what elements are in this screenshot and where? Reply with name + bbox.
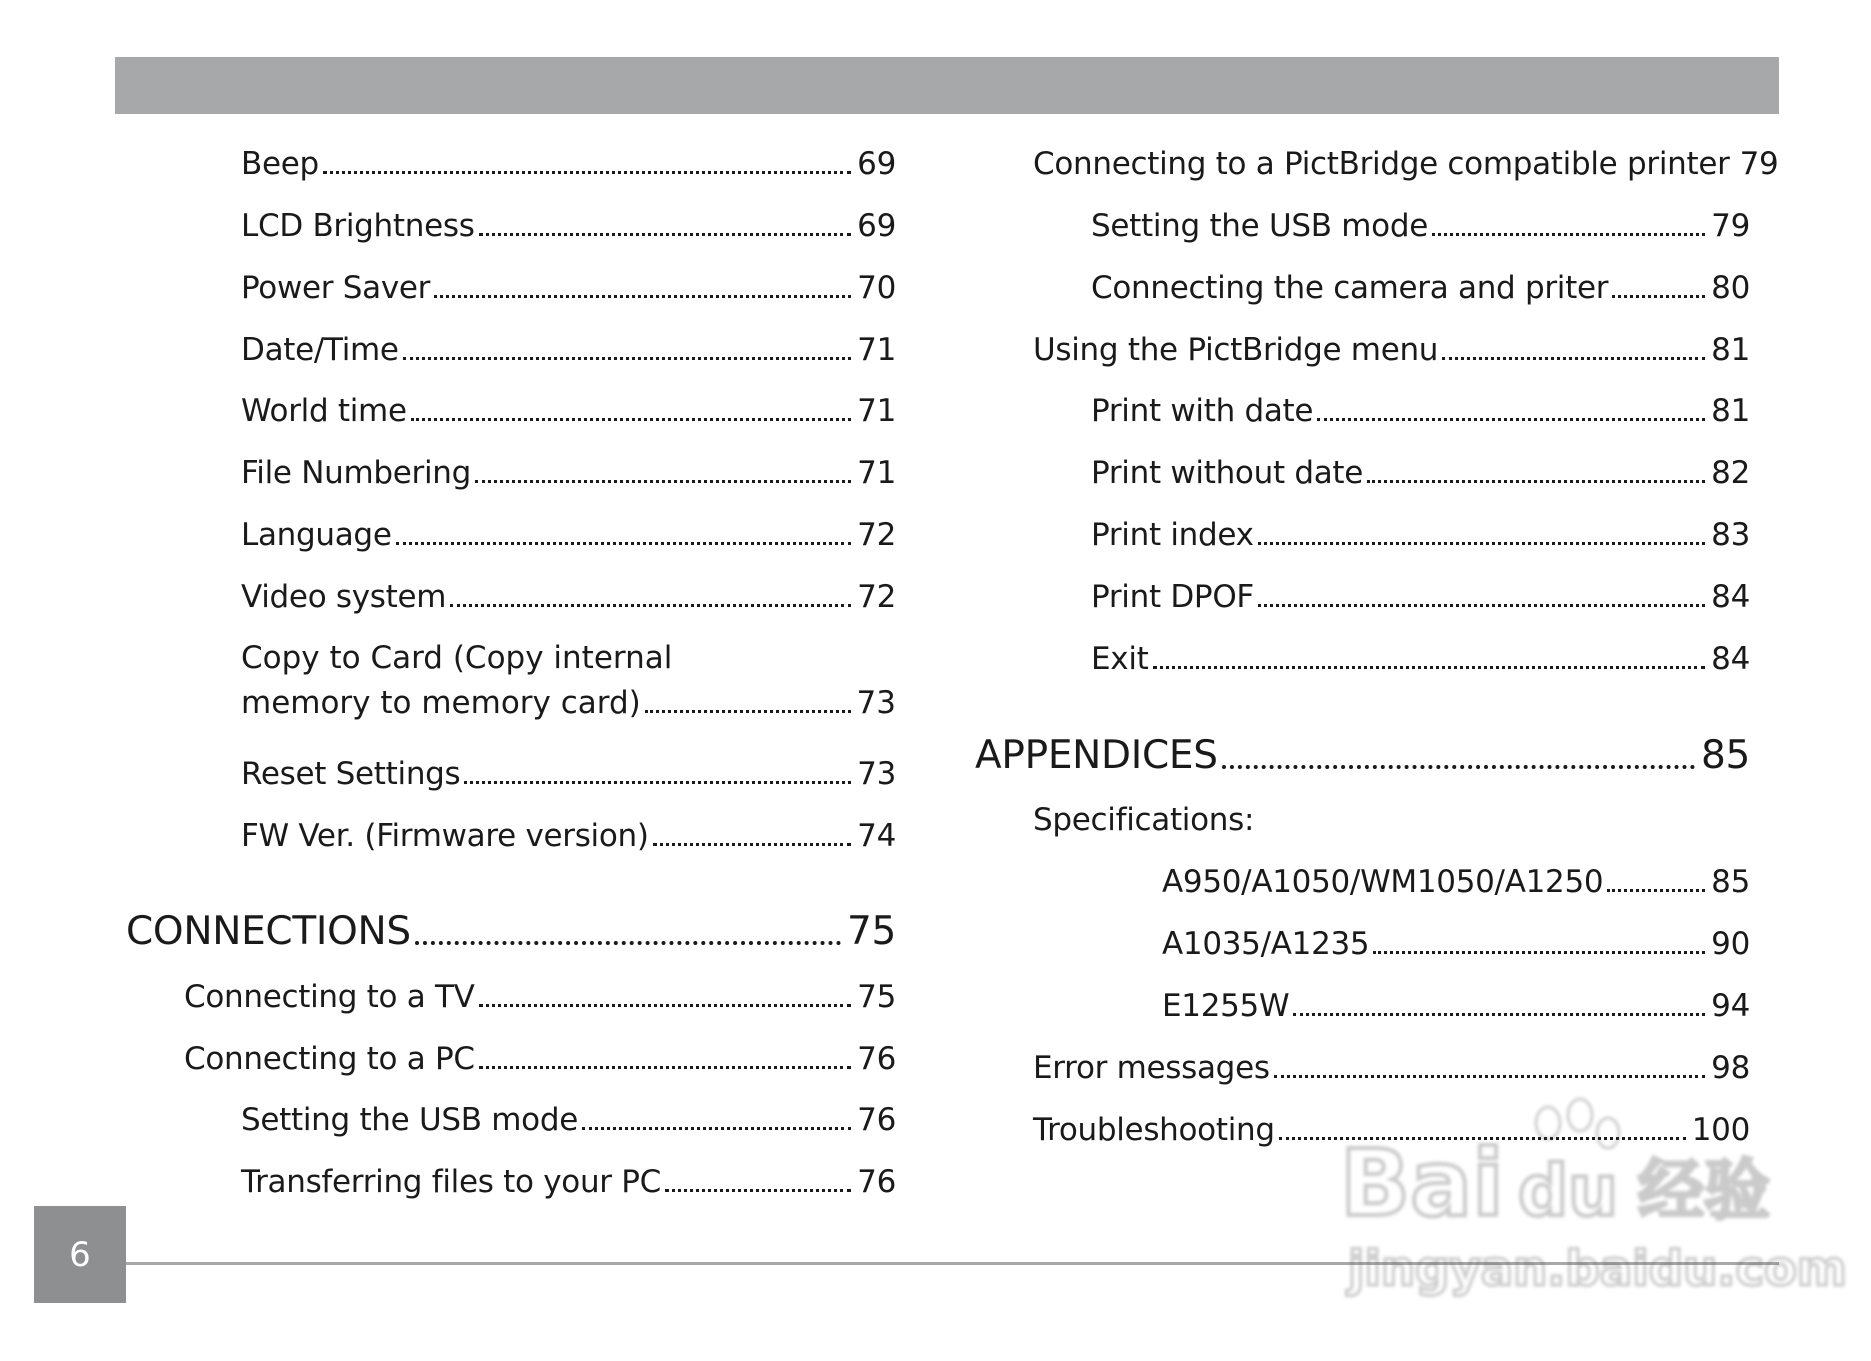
toc-entry-label: Connecting the camera and priter [1091,270,1609,306]
leader-dots [1279,1137,1686,1140]
leader-dots [1258,604,1705,607]
toc-entry-beep[interactable] [241,146,896,182]
toc-entry-page: 69 [857,208,896,244]
toc-entry-label: A1035/A1235 [1162,926,1370,962]
toc-entry-label: Connecting to a PictBridge compatible printer [1033,146,1730,182]
toc-entry-page: 90 [1711,926,1750,962]
toc-entry-label: Power Saver [241,270,431,306]
watermark-brand: Bai [1340,1130,1504,1237]
toc-entry-label: Error messages [1033,1050,1270,1086]
leader-dots [1607,889,1705,892]
toc-entry-label: Reset Settings [241,756,461,792]
toc-entry-page: 94 [1711,988,1750,1024]
leader-dots [653,843,851,846]
toc-entry-page: 76 [857,1041,896,1077]
toc-entry-date-time[interactable] [241,332,896,368]
toc-entry-lcd-brightness[interactable] [241,208,896,244]
toc-entry-page: 81 [1711,332,1750,368]
toc-entry-spec-a1035[interactable] [1162,926,1750,962]
toc-entry-setting-usb-mode-2[interactable] [1091,208,1750,244]
toc-entry-file-numbering[interactable] [241,455,896,491]
toc-entry-video-system[interactable] [241,579,896,615]
toc-entry-page: 69 [857,146,896,182]
page-number-tab [34,1206,126,1303]
toc-entry-print-with-date[interactable] [1091,393,1750,429]
toc-entry-print-index[interactable] [1091,517,1750,553]
toc-entry-transferring-files[interactable] [241,1164,896,1200]
toc-entry-page: 80 [1711,270,1750,306]
toc-entry-page: 81 [1711,393,1750,429]
leader-dots [1293,1013,1705,1016]
toc-entry-label: Date/Time [241,332,399,368]
leader-dots [479,1066,851,1069]
toc-entry-page: 70 [857,270,896,306]
leader-dots [403,357,851,360]
toc-entry-page: 85 [1711,864,1750,900]
toc-entry-label: LCD Brightness [241,208,475,244]
leader-dots [479,1004,852,1007]
toc-entry-label: E1255W [1162,988,1290,1024]
toc-entry-label: Specifications: [1033,802,1255,838]
leader-dots [1373,951,1705,954]
toc-entry-label: Troubleshooting [1033,1112,1275,1148]
toc-entry-page: 72 [857,579,896,615]
toc-entry-label-line1: Copy to Card (Copy internal [241,640,673,676]
toc-entry-label: Connecting to a TV [184,979,475,1015]
toc-entry-label: Video system [241,579,447,615]
toc-entry-setting-usb-mode[interactable] [241,1102,896,1138]
toc-entry-connecting-camera-printer[interactable] [1091,270,1750,306]
leader-dots [665,1189,851,1192]
toc-entry-page: 84 [1711,641,1750,677]
toc-entry-label: Setting the USB mode [241,1102,578,1138]
toc-entry-page: 84 [1711,579,1750,615]
toc-entry-label-line2: memory to memory card) [241,685,641,721]
leader-dots [1612,295,1705,298]
toc-entry-page: 79 [1739,146,1779,182]
toc-entry-print-dpof[interactable] [1091,579,1750,615]
toc-section-label: CONNECTIONS [126,909,411,954]
toc-entry-page: 76 [857,1102,896,1138]
toc-entry-label: Using the PictBridge menu [1033,332,1439,368]
toc-entry-label: Beep [241,146,319,182]
toc-entry-label: Print DPOF [1091,579,1254,615]
toc-section-label: APPENDICES [975,733,1218,778]
toc-entry-page: 75 [857,979,896,1015]
toc-entry-page: 71 [857,455,896,491]
toc-entry-spec-a950[interactable] [1162,864,1750,900]
leader-dots [415,941,841,945]
leader-dots [1153,666,1706,669]
toc-entry-label: FW Ver. (Firmware version) [241,818,649,854]
leader-dots [1274,1075,1705,1078]
leader-dots [1367,480,1705,483]
toc-entry-page: 73 [856,685,896,721]
toc-entry-label: Print with date [1091,393,1314,429]
toc-entry-page: 100 [1691,1112,1750,1148]
toc-entry-world-time[interactable] [241,393,896,429]
toc-entry-fw-ver[interactable] [241,818,896,854]
toc-entry-connecting-tv[interactable] [184,979,896,1015]
toc-entry-exit[interactable] [1091,641,1750,677]
toc-entry-copy-to-card[interactable] [241,632,896,721]
leader-dots [1258,542,1705,545]
toc-entry-page: 83 [1711,517,1750,553]
leader-dots [582,1127,851,1130]
toc-entry-using-pictbridge-menu[interactable] [1033,332,1750,368]
page-number: 6 [69,1234,91,1275]
leader-dots [1317,418,1705,421]
toc-entry-label: Setting the USB mode [1091,208,1428,244]
toc-entry-label: Print without date [1091,455,1364,491]
toc-entry-page: 74 [857,818,896,854]
toc-entry-reset-settings[interactable] [241,756,896,792]
watermark-url: jingyan.baidu.com [1348,1241,1847,1297]
leader-dots [464,781,851,784]
toc-entry-print-without-date[interactable] [1091,455,1750,491]
watermark-cn: 经验 [1638,1152,1770,1229]
toc-entry-page: 71 [857,332,896,368]
toc-entry-spec-e1255w[interactable] [1162,988,1750,1024]
toc-entry-label: Transferring files to your PC [241,1164,662,1200]
toc-entry-page: 71 [857,393,896,429]
toc-entry-page: 82 [1711,455,1750,491]
leader-dots [450,604,851,607]
toc-entry-page: 73 [857,756,896,792]
toc-section-appendices[interactable] [975,734,1750,778]
toc-entry-label: Print index [1091,517,1254,553]
watermark-brand2: du [1518,1150,1618,1232]
toc-entry-connecting-pictbridge[interactable] [1033,146,1779,182]
toc-entry-page: 98 [1711,1050,1750,1086]
toc-entry-label: World time [241,393,407,429]
toc-entry-power-saver[interactable] [241,270,896,306]
toc-entry-language[interactable] [241,517,896,553]
toc-entry-error-messages[interactable] [1033,1050,1750,1086]
leader-dots [411,418,851,421]
leader-dots [323,171,851,174]
leader-dots [1432,233,1705,236]
toc-entry-label: Connecting to a PC [184,1041,475,1077]
header-bar [115,57,1779,114]
leader-dots [1442,357,1705,360]
leader-dots [434,295,851,298]
leader-dots [645,710,851,713]
leader-dots [1222,765,1695,769]
toc-section-connections[interactable] [126,910,896,954]
leader-dots [475,480,851,483]
toc-entry-troubleshooting[interactable] [1033,1112,1750,1148]
toc-entry-label: File Numbering [241,455,471,491]
footer-rule [126,1262,1779,1265]
leader-dots [396,542,852,545]
toc-section-page: 85 [1700,733,1750,778]
toc-entry-label: A950/A1050/WM1050/A1250 [1162,864,1604,900]
toc-section-page: 75 [846,909,896,954]
toc-entry-page: 72 [857,517,896,553]
leader-dots [479,233,852,236]
toc-entry-page: 79 [1711,208,1750,244]
toc-entry-label: Language [241,517,392,553]
toc-entry-page: 76 [857,1164,896,1200]
toc-entry-connecting-pc[interactable] [184,1041,896,1077]
toc-entry-specifications[interactable] [1033,802,1750,838]
toc-entry-label: Exit [1091,641,1149,677]
